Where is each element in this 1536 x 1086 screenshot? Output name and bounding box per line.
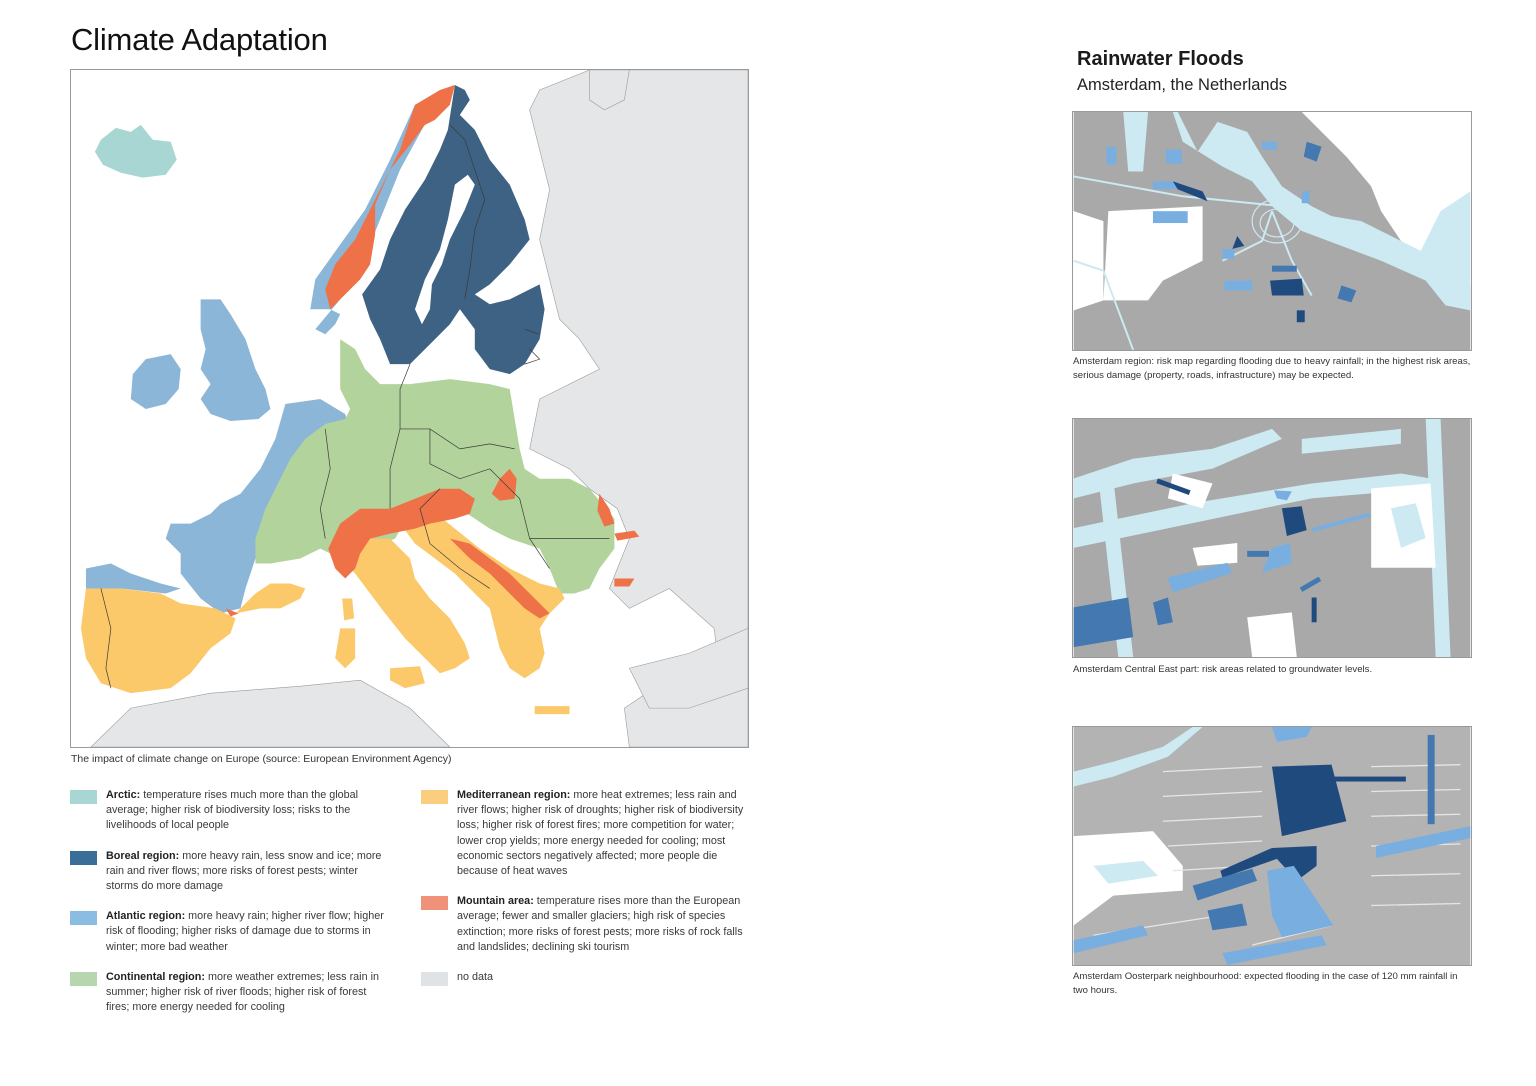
map-caption: The impact of climate change on Europe (source: European Environment Agency) [71, 753, 452, 765]
legend-item-no-data [421, 970, 751, 986]
amsterdam-oosterpark-map [1072, 726, 1472, 966]
legend-description: more heat extremes; less rain and river flows; higher risk of droughts; higher risk of biodiversity loss; higher risk of forest fires; more competition for water; lower crop yields; more energy needed for cooling; most economic sectors negatively affected; more people die because of heat waves [457, 789, 744, 878]
legend-description: more heavy rain; higher river flow; higher risk of flooding; higher risks of damage due to storms in winter; more bad weather [106, 910, 384, 953]
legend-description: no data [457, 971, 494, 984]
legend-column-2 [421, 788, 751, 1001]
boreal-swatch [70, 851, 97, 865]
arctic-swatch [70, 790, 97, 804]
legend-item-continental [70, 970, 390, 1016]
iceland-arctic [95, 125, 177, 178]
legend-description: more heavy rain, less snow and ice; more rain and river flows; more risks of forest pests; winter storms do more damage [106, 849, 382, 893]
legend-item-arctic [70, 788, 390, 834]
amsterdam-region-graphic [1073, 112, 1471, 350]
legend-description: more weather extremes; less rain in summer; higher risk of river floods; higher risk of forest fires; more energy needed for cooling [106, 970, 379, 1014]
legend-label: Boreal region: [106, 849, 180, 862]
mediterranean-swatch [421, 790, 448, 804]
legend-label: Atlantic region: [106, 910, 186, 923]
legend-item-mediterranean [421, 788, 751, 879]
amsterdam-region-map [1072, 111, 1472, 351]
section-subtitle: Amsterdam, the Netherlands [1077, 76, 1288, 94]
europe-climate-map [70, 69, 749, 748]
map-2-caption: Amsterdam Central East part: risk areas related to groundwater levels. [1073, 664, 1373, 675]
europe-map-graphic [71, 70, 748, 747]
mountain-swatch [421, 896, 448, 910]
legend-label: Mountain area: [457, 895, 534, 908]
amsterdam-central-east-graphic [1073, 419, 1471, 657]
legend-label: Continental region: [106, 970, 205, 983]
no-data-swatch [421, 972, 448, 986]
legend-item-atlantic [70, 909, 390, 955]
amsterdam-central-east-map [1072, 418, 1472, 658]
section-title: Rainwater Floods [1077, 48, 1244, 70]
map-1-caption: Amsterdam region: risk map regarding flooding due to heavy rainfall; in the highest risk areas, serious damage (property, roads, infrastructure) may be expected. [1073, 356, 1471, 381]
atlantic-swatch [70, 911, 97, 925]
map-3-caption: Amsterdam Oosterpark neighbourhood: expected flooding in the case of 120 mm rainfall in two hours. [1073, 971, 1458, 996]
legend-item-boreal [70, 849, 390, 895]
page-title: Climate Adaptation [71, 22, 328, 57]
continental-swatch [70, 972, 97, 986]
legend-label: Arctic: [106, 789, 141, 801]
legend-item-mountain [421, 894, 751, 955]
legend-description: temperature rises much more than the global average; higher risk of biodiversity loss; risks to the livelihoods of local people [106, 789, 359, 832]
amsterdam-oosterpark-graphic [1073, 727, 1471, 965]
legend-label: Mediterranean region: [457, 789, 571, 801]
legend-description: temperature rises more than the European average; fewer and smaller glaciers; high risk of species extinction; more risks of forest pests; more risks of rock falls and landslides; declining ski tourism [457, 895, 743, 953]
legend-column-1 [70, 788, 390, 1030]
